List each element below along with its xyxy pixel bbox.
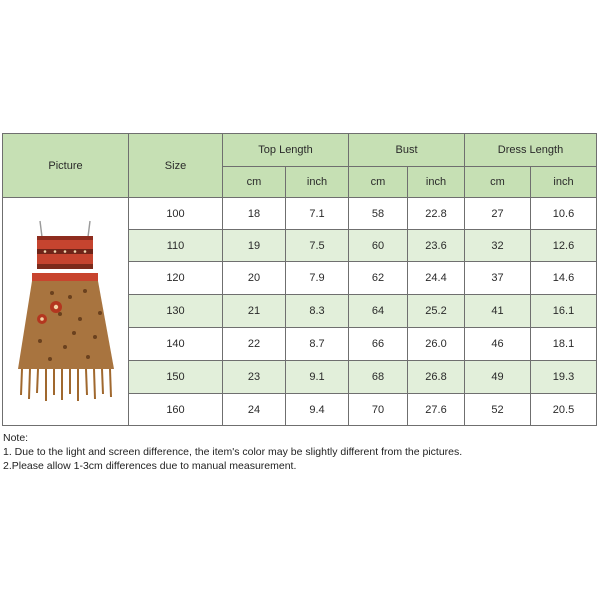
dress-length-cm: 52 <box>465 394 531 426</box>
dress-length-inch: 18.1 <box>531 328 597 361</box>
top-length-cm: 22 <box>223 328 286 361</box>
top-length-cm: 23 <box>223 361 286 394</box>
size-header: Size <box>129 134 223 198</box>
top-length-inch: 8.7 <box>286 328 349 361</box>
top-length-cm: 24 <box>223 394 286 426</box>
size-cell: 130 <box>129 295 223 328</box>
top-length-inch: 9.4 <box>286 394 349 426</box>
picture-header: Picture <box>3 134 129 198</box>
size-cell: 140 <box>129 328 223 361</box>
top-length-inch: 9.1 <box>286 361 349 394</box>
bust-cm: 62 <box>349 262 408 295</box>
size-cell: 100 <box>129 198 223 230</box>
unit-header-cm: cm <box>223 167 286 198</box>
top-length-header: Top Length <box>223 134 349 167</box>
top-length-inch: 7.5 <box>286 230 349 262</box>
bust-inch: 22.8 <box>408 198 465 230</box>
dress-length-cm: 46 <box>465 328 531 361</box>
bust-inch: 26.8 <box>408 361 465 394</box>
table-row <box>3 198 597 230</box>
bust-cm: 64 <box>349 295 408 328</box>
unit-header-inch: inch <box>531 167 597 198</box>
notes-title: Note: <box>3 432 29 444</box>
bust-inch: 23.6 <box>408 230 465 262</box>
dress-length-cm: 32 <box>465 230 531 262</box>
notes-section <box>3 431 462 473</box>
bust-cm: 68 <box>349 361 408 394</box>
top-length-cm: 20 <box>223 262 286 295</box>
bust-cm: 66 <box>349 328 408 361</box>
dress-length-inch: 14.6 <box>531 262 597 295</box>
top-length-cm: 18 <box>223 198 286 230</box>
note-line-color: 1. Due to the light and screen difference, the item's color may be slightly different from the pictures. <box>3 446 463 458</box>
dress-length-cm: 41 <box>465 295 531 328</box>
size-cell: 110 <box>129 230 223 262</box>
dress-length-cm: 49 <box>465 361 531 394</box>
unit-header-cm: cm <box>349 167 408 198</box>
note-line-measurement: 2.Please allow 1-3cm differences due to manual measurement. <box>3 460 297 472</box>
dress-length-cm: 27 <box>465 198 531 230</box>
bust-inch: 25.2 <box>408 295 465 328</box>
unit-header-cm: cm <box>465 167 531 198</box>
product-image-cell <box>3 198 129 426</box>
product-photo-dress <box>10 219 122 405</box>
bust-cm: 58 <box>349 198 408 230</box>
bust-cm: 70 <box>349 394 408 426</box>
bust-inch: 24.4 <box>408 262 465 295</box>
dress-length-inch: 20.5 <box>531 394 597 426</box>
unit-header-inch: inch <box>408 167 465 198</box>
dress-length-cm: 37 <box>465 262 531 295</box>
dress-length-inch: 10.6 <box>531 198 597 230</box>
bust-inch: 27.6 <box>408 394 465 426</box>
top-length-inch: 7.1 <box>286 198 349 230</box>
bust-header: Bust <box>349 134 465 167</box>
top-length-cm: 19 <box>223 230 286 262</box>
top-length-cm: 21 <box>223 295 286 328</box>
size-cell: 150 <box>129 361 223 394</box>
unit-header-inch: inch <box>286 167 349 198</box>
top-length-inch: 8.3 <box>286 295 349 328</box>
bust-cm: 60 <box>349 230 408 262</box>
dress-length-inch: 12.6 <box>531 230 597 262</box>
bust-inch: 26.0 <box>408 328 465 361</box>
size-chart-table <box>2 133 597 426</box>
dress-length-inch: 19.3 <box>531 361 597 394</box>
size-cell: 160 <box>129 394 223 426</box>
size-cell: 120 <box>129 262 223 295</box>
dress-length-inch: 16.1 <box>531 295 597 328</box>
dress-length-header: Dress Length <box>465 134 597 167</box>
top-length-inch: 7.9 <box>286 262 349 295</box>
